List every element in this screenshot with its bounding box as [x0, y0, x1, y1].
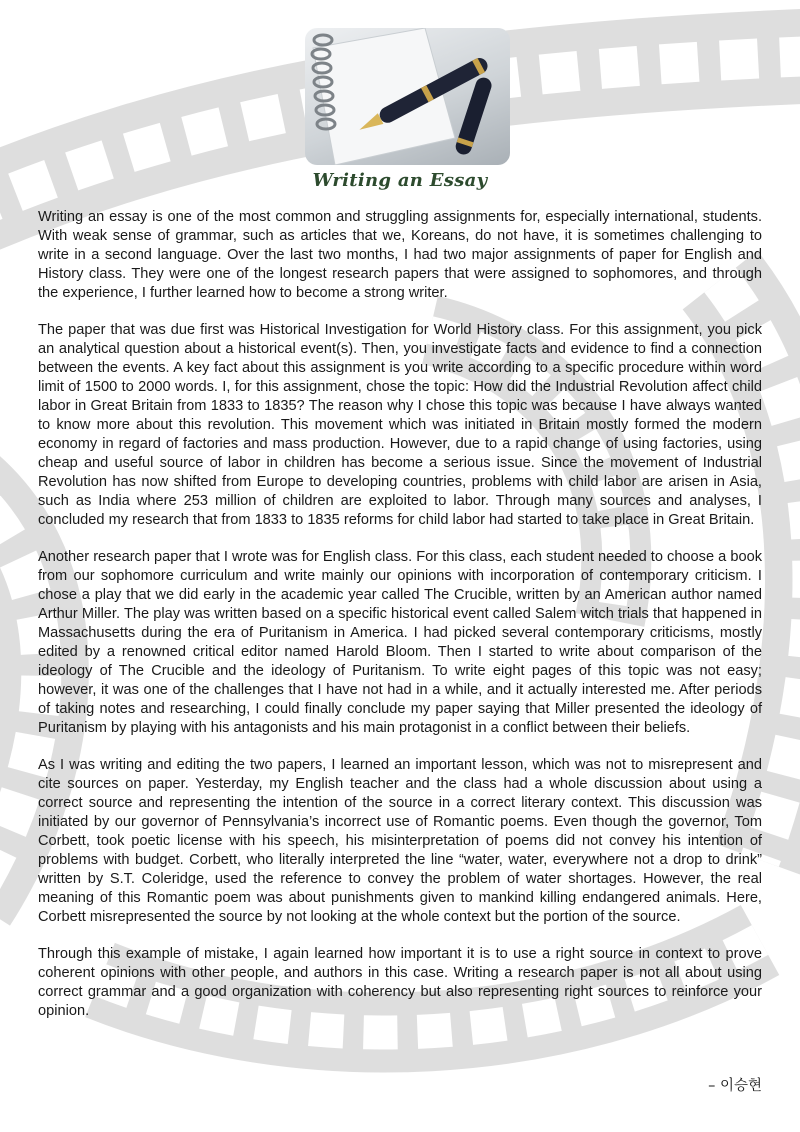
essay-paragraph: Writing an essay is one of the most common and struggling assignments for, especially international, students. With weak sense of grammar, such as articles that we, Koreans, do not have, it is sometimes challenging to write in a second language. Over the last two months, I had two major assignments of paper for English and History class. They were one of the longest research papers that were assigned to sophomores, and through the experience, I further learned how to become a strong writer.: [38, 209, 762, 301]
essay-body: [38, 208, 762, 1039]
notebook-pen-image: [305, 28, 510, 165]
essay-paragraph: Another research paper that I wrote was for English class. For this class, each student needed to choose a book from our sophomore curriculum and write mainly our opinions with incorporation of contemporary criticism. I chose a play that we did early in the academic year called The Crucible, written by an American author named Arthur Miller. The play was written based on a specific historical event called Salem witch trials that happened in Massachusetts during the era of Puritanism in America. I had picked several contemporary criticisms, mostly edited by a renowned critical editor named Harold Bloom. Then I started to write about comparison of the ideology of The Crucible and the ideology of Puritanism. To write eight pages of this topic was not easy; however, it was one of the challenges that I have not had in a while, and it actually interested me. After periods of taking notes and researching, I could finally conclude my paper saying that Miller presented the ideology of Puritanism by playing with his antagonists and his main protagonist in a conflict between their beliefs.: [38, 549, 762, 736]
author-signature: – 이승현: [708, 1078, 762, 1094]
essay-paragraph: The paper that was due first was Historical Investigation for World History class. For this assignment, you pick an analytical question about a historical event(s). Then, you investigate facts and evidence to find a connection between the events. A key fact about this assignment is you write according to a specific procedure within word limit of 1500 to 2000 words. I, for this assignment, chose the topic: How did the Industrial Revolution affect child labor in Great Britain from 1833 to 1835? The reason why I chose this topic was because I have always wanted to know more about this revolution. This movement which was initiated in Britain mostly formed the modern economy in regard of factories and mass production. However, due to a rapid change of using factories, using cheap and useful source of labor in children has become a serious issue. Since the movement of Industrial Revolution has now shifted from Europe to developing countries, problems with child labor are arisen in Asia, such as India where 253 million of children are exploited to labor. Through many sources and analyses, I concluded my research that from 1833 to 1835 reforms for child labor had started to take place in Great Britain.: [38, 322, 762, 528]
essay-paragraph: As I was writing and editing the two papers, I learned an important lesson, which was not to misrepresent and cite sources on paper. Yesterday, my English teacher and the class had a whole discussion about using a correct source and representing the intention of the source in a correct literary context. This discussion was initiated by our governor of Pennsylvania’s incorrect use of Romantic poems. Even though the governor, Tom Corbett, took poetic license with his speech, his misinterpretation of poems did not convey his intention of problems with budget. Corbett, who literally interpreted the line “water, water, everywhere not a drop to drink” written by S.T. Coleridge, used the reference to convey the problem of water shortages. However, the real meaning of this Romantic poem was about punishments given to mankind killing endangered animals. Here, Corbett misrepresented the source by not looking at the whole context but the portion of the source.: [38, 757, 762, 925]
page-title: Writing an Essay: [312, 170, 488, 191]
essay-paragraph: Through this example of mistake, I again learned how important it is to use a right source in context to prove coherent opinions with other people, and authors in this case. Writing a research paper is not all about using correct grammar and a good organization with coherency but also representing right sources to reinforce your opinion.: [38, 946, 762, 1019]
fountain-pen-icon: [305, 28, 510, 165]
